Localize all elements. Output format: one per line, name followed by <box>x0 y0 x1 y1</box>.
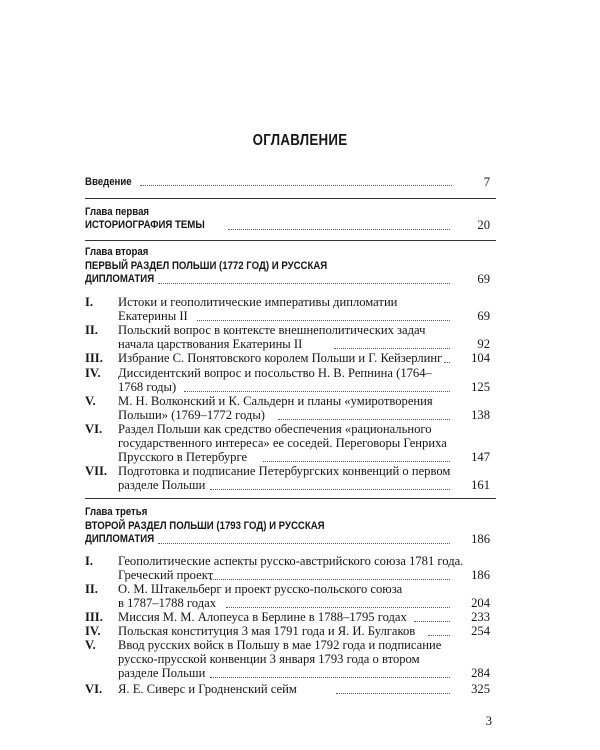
item-page: 138 <box>471 408 490 422</box>
item-title[interactable]: Польский вопрос в контексте внешнеполитических задач <box>118 323 426 337</box>
item-title[interactable]: Польская конституция 3 мая 1791 года и Я. И. Булгаков <box>118 624 416 638</box>
item-title[interactable]: Польши» (1769–1772 годы) <box>118 408 265 422</box>
dot-leader <box>140 185 452 186</box>
item-page: 186 <box>471 568 490 582</box>
item-page: 147 <box>471 450 490 464</box>
dot-leader <box>210 579 450 580</box>
page-title: ОГЛАВЛЕНИЕ <box>252 132 348 149</box>
item-number: II. <box>85 323 98 337</box>
item-title[interactable]: Я. Е. Сиверс и Гродненский сейм <box>118 682 297 696</box>
item-title[interactable]: 1768 годы) <box>118 380 177 394</box>
item-number: I. <box>85 554 94 568</box>
item-page: 254 <box>471 624 490 638</box>
item-page: 69 <box>477 309 490 323</box>
dot-leader <box>197 320 450 321</box>
dot-leader <box>184 391 450 392</box>
chapter3-label: Глава третья <box>85 506 148 518</box>
item-number: VII. <box>85 464 108 478</box>
item-page: 161 <box>471 478 490 492</box>
chapter3-title-line1[interactable]: ВТОРОЙ РАЗДЕЛ ПОЛЬШИ (1793 ГОД) И РУССКАЯ <box>85 520 325 532</box>
chapter2-page: 69 <box>477 272 490 286</box>
chapter1-label: Глава первая <box>85 206 150 218</box>
chapter3-page: 186 <box>471 532 490 546</box>
item-title[interactable]: О. М. Штакельберг и проект русско-польского союза <box>118 582 403 596</box>
dot-leader <box>228 229 450 230</box>
item-title[interactable]: начала царствования Екатерины II <box>118 337 303 351</box>
dot-leader <box>278 419 450 420</box>
dot-leader <box>226 607 450 608</box>
item-title[interactable]: государственного интереса» ее соседей. Переговоры Генриха <box>118 436 447 450</box>
item-title[interactable]: Раздел Польши как средство обеспечения «рационального <box>118 422 432 436</box>
intro-label[interactable]: Введение <box>85 176 132 188</box>
item-title[interactable]: Избрание С. Понятовского королем Польши и Г. Кейзерлинг <box>118 351 443 365</box>
item-title[interactable]: Диссидентский вопрос и посольство Н. В. Репнина (1764– <box>118 366 432 380</box>
page-number: 3 <box>485 714 492 728</box>
dot-leader <box>210 677 450 678</box>
item-title[interactable]: в 1787–1788 годах <box>118 596 216 610</box>
item-title[interactable]: разделе Польши <box>118 666 206 680</box>
item-title[interactable]: Прусского в Петербурге <box>118 450 248 464</box>
divider <box>85 240 496 241</box>
item-page: 284 <box>471 666 490 680</box>
item-number: I. <box>85 295 94 309</box>
chapter2-title-line2[interactable]: ДИПЛОМАТИЯ <box>85 273 155 285</box>
item-page: 104 <box>471 351 490 365</box>
intro-page: 7 <box>483 175 490 189</box>
item-number: VI. <box>85 422 103 436</box>
item-title[interactable]: М. Н. Волконский и К. Сальдерн и планы «умиротворения <box>118 394 433 408</box>
item-number: III. <box>85 610 103 624</box>
item-title[interactable]: Истоки и геополитические императивы дипломатии <box>118 295 398 309</box>
divider <box>85 198 496 199</box>
item-title[interactable]: разделе Польши <box>118 478 206 492</box>
dot-leader <box>414 621 450 622</box>
item-title[interactable]: русско-прусской конвенции 3 января 1793 года о втором <box>118 652 420 666</box>
dot-leader <box>334 348 450 349</box>
item-title[interactable]: Екатерины II <box>118 309 188 323</box>
item-number: III. <box>85 351 103 365</box>
item-title[interactable]: Греческий проект <box>118 568 214 582</box>
chapter2-label: Глава вторая <box>85 246 149 258</box>
item-page: 92 <box>477 337 490 351</box>
dot-leader <box>428 635 450 636</box>
item-page: 204 <box>471 596 490 610</box>
chapter2-title-line1[interactable]: ПЕРВЫЙ РАЗДЕЛ ПОЛЬШИ (1772 ГОД) И РУССКАЯ <box>85 260 328 272</box>
item-number: V. <box>85 638 96 652</box>
item-page: 325 <box>471 682 490 696</box>
chapter3-title-line2[interactable]: ДИПЛОМАТИЯ <box>85 533 155 545</box>
item-title[interactable]: Миссия М. М. Алопеуса в Берлине в 1788–1795 годах <box>118 610 407 624</box>
item-number: VI. <box>85 682 103 696</box>
item-page: 233 <box>471 610 490 624</box>
dot-leader <box>336 693 450 694</box>
item-number: V. <box>85 394 96 408</box>
chapter1-page: 20 <box>477 218 490 232</box>
divider <box>85 498 496 499</box>
item-title[interactable]: Геополитические аспекты русско-австрийского союза 1781 года. <box>118 554 464 568</box>
item-number: II. <box>85 582 98 596</box>
chapter1-title[interactable]: ИСТОРИОГРАФИЯ ТЕМЫ <box>85 219 205 231</box>
item-number: IV. <box>85 366 101 380</box>
item-page: 125 <box>471 380 490 394</box>
item-number: IV. <box>85 624 101 638</box>
item-title[interactable]: Подготовка и подписание Петербургских конвенций о первом <box>118 464 451 478</box>
item-title[interactable]: Ввод русских войск в Польшу в мае 1792 года и подписание <box>118 638 442 652</box>
dot-leader <box>210 489 450 490</box>
dot-leader <box>158 283 450 284</box>
dot-leader <box>263 461 450 462</box>
dot-leader <box>158 543 450 544</box>
